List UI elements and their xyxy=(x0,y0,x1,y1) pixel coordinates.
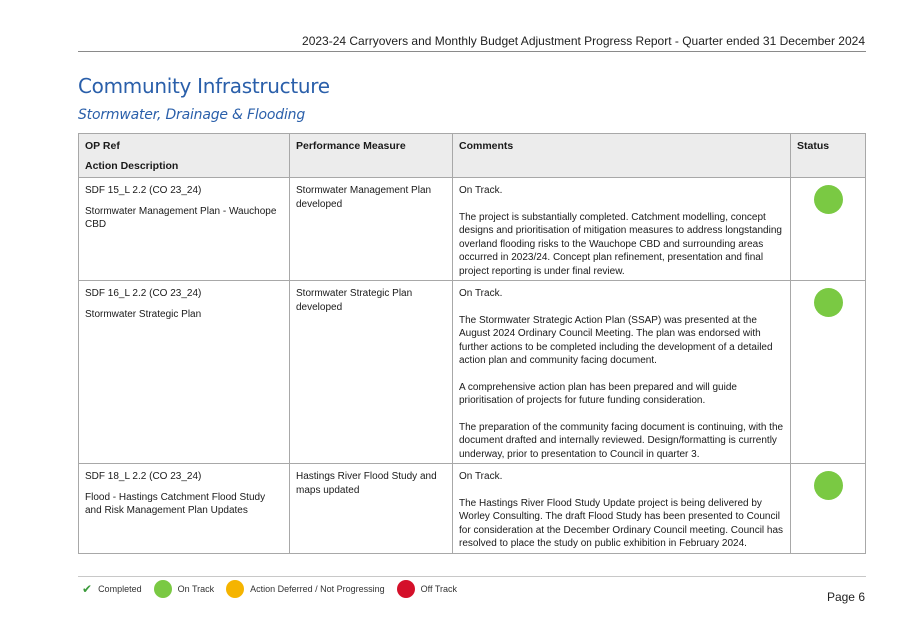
green-dot-icon xyxy=(154,580,172,598)
status-legend xyxy=(82,578,469,600)
status-on-track-icon xyxy=(814,288,843,317)
action-description: Stormwater Strategic Plan xyxy=(85,308,202,320)
table-row xyxy=(79,281,866,464)
comments-cell xyxy=(453,178,791,281)
status-cell xyxy=(791,464,866,554)
action-description: Flood - Hastings Catchment Flood Study and Risk Management Plan Updates xyxy=(85,491,266,516)
header-divider xyxy=(78,51,866,52)
legend-item-deferred xyxy=(226,580,385,598)
action-description: Stormwater Management Plan - Wauchope CBD xyxy=(85,205,277,230)
comment-paragraph: The project is substantially completed. Catchment modelling, concept designs and prioritisation of mitigation measures to address longstanding overland flooding risks to the Wauchope CBD and surrounding areas occurred in 2023/24. Concept plan refinement, presentation and final project reporting is under final review. xyxy=(459,211,782,277)
comment-paragraph: A comprehensive action plan has been prepared and will guide prioritisation of projects for future funding consideration. xyxy=(459,381,737,406)
table-header-row xyxy=(79,134,866,178)
performance-measure: Hastings River Flood Study and maps updated xyxy=(290,464,453,554)
op-ref: SDF 16_L 2.2 (CO 23_24) xyxy=(85,288,202,299)
footer-divider xyxy=(78,576,866,577)
comment-paragraph: The Hastings River Flood Study Update project is being delivered by Worley Consulting. The draft Flood Study has been presented to Council for consideration at the December Ordinary Council meeting. Council has resolved to place the study on public exhibition in February 2024. xyxy=(459,497,784,549)
header-op-ref xyxy=(79,134,290,178)
table-row xyxy=(79,464,866,554)
section-subtitle: Stormwater, Drainage & Flooding xyxy=(78,107,306,123)
performance-measure: Stormwater Strategic Plan developed xyxy=(290,281,453,464)
op-ref: SDF 15_L 2.2 (CO 23_24) xyxy=(85,185,202,196)
page-number: Page 6 xyxy=(826,590,865,604)
table-row xyxy=(79,178,866,281)
section-title: Community Infrastructure xyxy=(78,74,330,98)
legend-label: Completed xyxy=(98,584,142,594)
report-header-title: 2023-24 Carryovers and Monthly Budget Adjustment Progress Report - Quarter ended 31 December 2024 xyxy=(302,34,865,48)
legend-label: Action Deferred / Not Progressing xyxy=(250,584,385,594)
comment-paragraph: The preparation of the community facing document is continuing, with the document drafted and internally reviewed. Design/formatting is currently underway, prior to presentation to Council in quarter 3. xyxy=(459,421,784,460)
comment-paragraph: On Track. xyxy=(459,185,503,196)
status-on-track-icon xyxy=(814,471,843,500)
comment-paragraph: The Stormwater Strategic Action Plan (SSAP) was presented at the August 2024 Ordinary Council Meeting. The plan was endorsed with further actions to be completed including the development of a detailed action plan and community facing document. xyxy=(459,314,773,366)
progress-table xyxy=(78,133,866,554)
status-cell xyxy=(791,178,866,281)
header-status: Status xyxy=(791,134,866,178)
legend-item-off-track xyxy=(397,580,457,598)
header-comments: Comments xyxy=(453,134,791,178)
amber-dot-icon xyxy=(226,580,244,598)
status-on-track-icon xyxy=(814,185,843,214)
header-action-description: Action Description xyxy=(85,159,179,172)
op-ref-cell xyxy=(79,178,290,281)
comments-cell xyxy=(453,281,791,464)
legend-item-completed xyxy=(82,582,142,596)
comments-cell xyxy=(453,464,791,554)
header-op-ref-label: OP Ref xyxy=(85,140,120,152)
check-icon: ✔ xyxy=(82,582,93,596)
op-ref-cell xyxy=(79,464,290,554)
legend-label: Off Track xyxy=(420,584,458,594)
legend-label: On Track xyxy=(177,584,215,594)
legend-item-on-track xyxy=(154,580,215,598)
op-ref: SDF 18_L 2.2 (CO 23_24) xyxy=(85,471,202,482)
status-cell xyxy=(791,281,866,464)
header-performance-measure: Performance Measure xyxy=(290,134,453,178)
red-dot-icon xyxy=(397,580,415,598)
comment-paragraph: On Track. xyxy=(459,471,503,482)
comment-paragraph: On Track. xyxy=(459,288,503,299)
op-ref-cell xyxy=(79,281,290,464)
performance-measure: Stormwater Management Plan developed xyxy=(290,178,453,281)
